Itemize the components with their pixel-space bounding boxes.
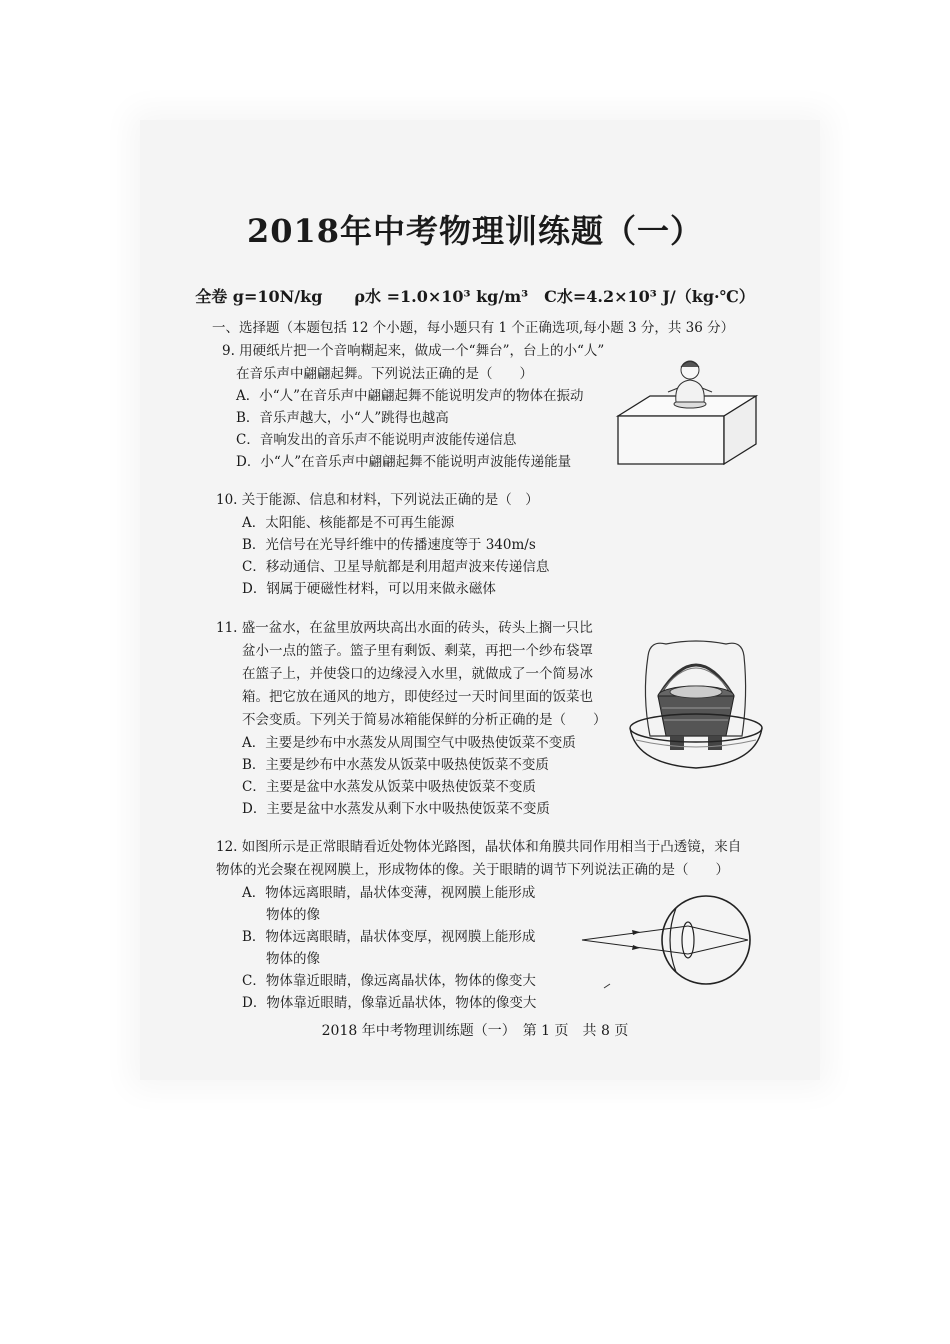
q12-option-d: D．物体靠近眼睛，像靠近晶状体，物体的像变大 [242,995,537,1011]
q9-stem-line1: 9. 用硬纸片把一个音响糊起来，做成一个“舞台”，台上的小“人” [222,343,605,359]
q12-stem-line1: 12. 如图所示是正常眼睛看近处物体光路图，晶状体和角膜共同作用相当于凸透镜，来自 [216,839,742,855]
constants-line: 全卷 g=10N/kg ρ水 =1.0×10³ kg/m³ C水=4.2×10³ J/（kg·℃） [195,287,755,306]
q9-option-b: B．音乐声越大，小“人”跳得也越高 [236,410,449,426]
q12-option-a-line1: A．物体远离眼睛，晶状体变薄，视网膜上能形成 [242,885,536,901]
q10-option-c: C．移动通信、卫星导航都是利用超声波来传递信息 [242,559,550,575]
q12-option-a-line2: 物体的像 [266,907,320,923]
section-heading: 一、选择题（本题包括 12 个小题，每小题只有 1 个正确选项,每小题 3 分，共 36 分） [212,320,735,336]
q12-stem-line2: 物体的光会聚在视网膜上，形成物体的像。关于眼睛的调节下列说法正确的是（ ） [216,862,729,878]
q9-option-a: A．小“人”在音乐声中翩翩起舞不能说明发声的物体在振动 [236,388,584,404]
q11-stem-line3: 在篮子上，并使袋口的边缘浸入水里，就做成了一个简易冰 [242,666,593,682]
q11-option-a: A．主要是纱布中水蒸发从周围空气中吸热使饭菜不变质 [242,735,576,751]
q11-option-b: B．主要是纱布中水蒸发从饭菜中吸热使饭菜不变质 [242,757,549,773]
page-footer: 2018 年中考物理训练题（一） 第 1 页 共 8 页 [321,1023,629,1039]
eye-diagram [580,884,760,994]
stage-figure [612,352,762,472]
q9-option-d: D．小“人”在音乐声中翩翩起舞不能说明声波能传递能量 [236,454,572,470]
page-title: 2018年中考物理训练题（一） [246,212,704,250]
q11-stem-line2: 盆小一点的篮子。篮子里有剩饭、剩菜，再把一个纱布袋罩 [242,643,593,659]
q9-stem-line2: 在音乐声中翩翩起舞。下列说法正确的是（ ） [236,366,533,382]
simple-fridge-figure [626,636,766,778]
q10-stem: 10. 关于能源、信息和材料，下列说法正确的是（ ） [216,492,539,508]
q11-stem-line1: 11. 盛一盆水，在盆里放两块高出水面的砖头，砖头上搁一只比 [216,620,593,636]
q9-option-c: C．音响发出的音乐声不能说明声波能传递信息 [236,432,517,448]
q12-option-c: C．物体靠近眼睛，像远离晶状体，物体的像变大 [242,973,536,989]
q10-option-b: B．光信号在光导纤维中的传播速度等于 340m/s [242,537,536,553]
q10-option-d: D．钢属于硬磁性材料，可以用来做永磁体 [242,581,496,597]
q12-option-b-line1: B．物体远离眼睛，晶状体变厚，视网膜上能形成 [242,929,536,945]
q11-option-d: D．主要是盆中水蒸发从剩下水中吸热使饭菜不变质 [242,801,550,817]
q11-stem-line5: 不会变质。下列关于简易冰箱能保鲜的分析正确的是（ ） [242,712,607,728]
q10-option-a: A．太阳能、核能都是不可再生能源 [242,515,455,531]
q11-option-c: C．主要是盆中水蒸发从饭菜中吸热使饭菜不变质 [242,779,536,795]
q11-stem-line4: 箱。把它放在通风的地方，即使经过一天时间里面的饭菜也 [242,689,593,705]
q12-option-b-line2: 物体的像 [266,951,320,967]
